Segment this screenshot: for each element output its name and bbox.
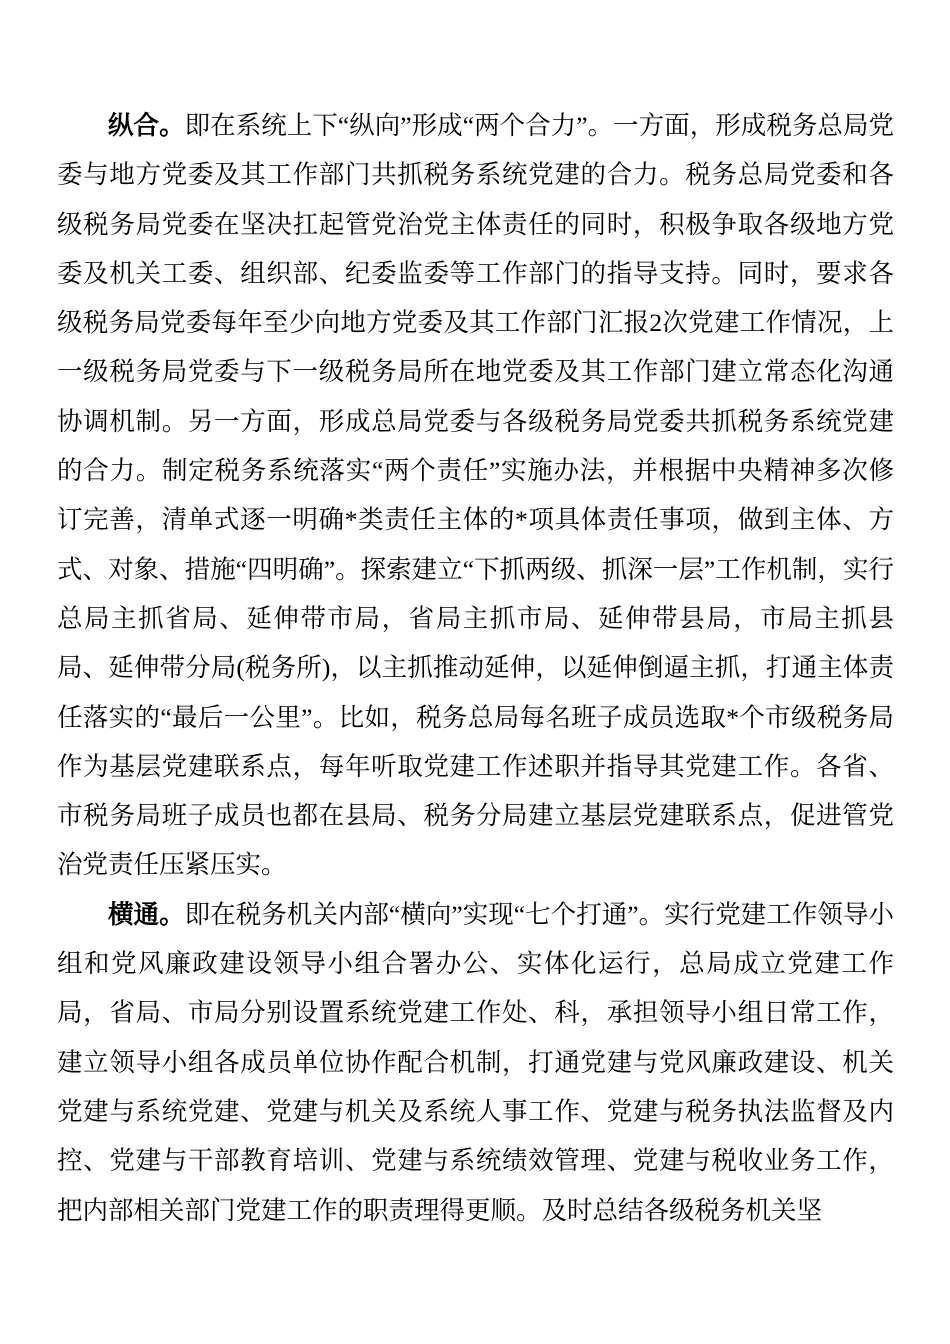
paragraph-zongi xyxy=(57,101,894,890)
paragraph-text: 即在税务机关内部“横向”实现“七个打通”。实行党建工作领导小组和党风廉政建设领导小组合署办公、实体化运行，总局成立党建工作局，省局、市局分别设置系统党建工作处、科，承担领导小组日常工作，建立领导小组各成员单位协作配合机制，打通党建与党风廉政建设、机关党建与系统党建、党建与机关及系统人事工作、党建与税务执法监督及内控、党建与干部教育培训、党建与系统绩效管理、党建与税收业务工作，把内部相关部门党建工作的职责理得更顺。及时总结各级税务机关坚 xyxy=(57,899,894,1225)
paragraph-text: 即在系统上下“纵向”形成“两个合力”。一方面，形成税务总局党委与地方党委及其工作部门共抓税务系统党建的合力。税务总局党委和各级税务局党委在坚决扛起管党治党主体责任的同时，积极争取各级地方党委及机关工委、组织部、纪委监委等工作部门的指导支持。同时，要求各级税务局党委每年至少向地方党委及其工作部门汇报2次党建工作情况，上一级税务局党委与下一级税务局所在地党委及其工作部门建立常态化沟通协调机制。另一方面，形成总局党委与各级税务局党委共抓税务系统党建的合力。制定税务系统落实“两个责任”实施办法，并根据中央精神多次修订完善，清单式逐一明确*类责任主体的*项具体责任事项，做到主体、方式、对象、措施“四明确”。探索建立“下抓两级、抓深一层”工作机制，实行总局主抓省局、延伸带市局，省局主抓市局、延伸带县局，市局主抓县局、延伸带分局(税务所)，以主抓推动延伸，以延伸倒逼主抓，打通主体责任落实的“最后一公里”。比如，税务总局每名班子成员选取*个市级税务局作为基层党建联系点，每年听取党建工作述职并指导其党建工作。各省、市税务局班子成员也都在县局、税务分局建立基层党建联系点，促进管党治党责任压紧压实。 xyxy=(57,111,894,880)
paragraph-lead: 横通。 xyxy=(108,899,185,929)
paragraph-lead: 纵合。 xyxy=(108,111,185,140)
paragraph-hengtong xyxy=(57,890,894,1235)
